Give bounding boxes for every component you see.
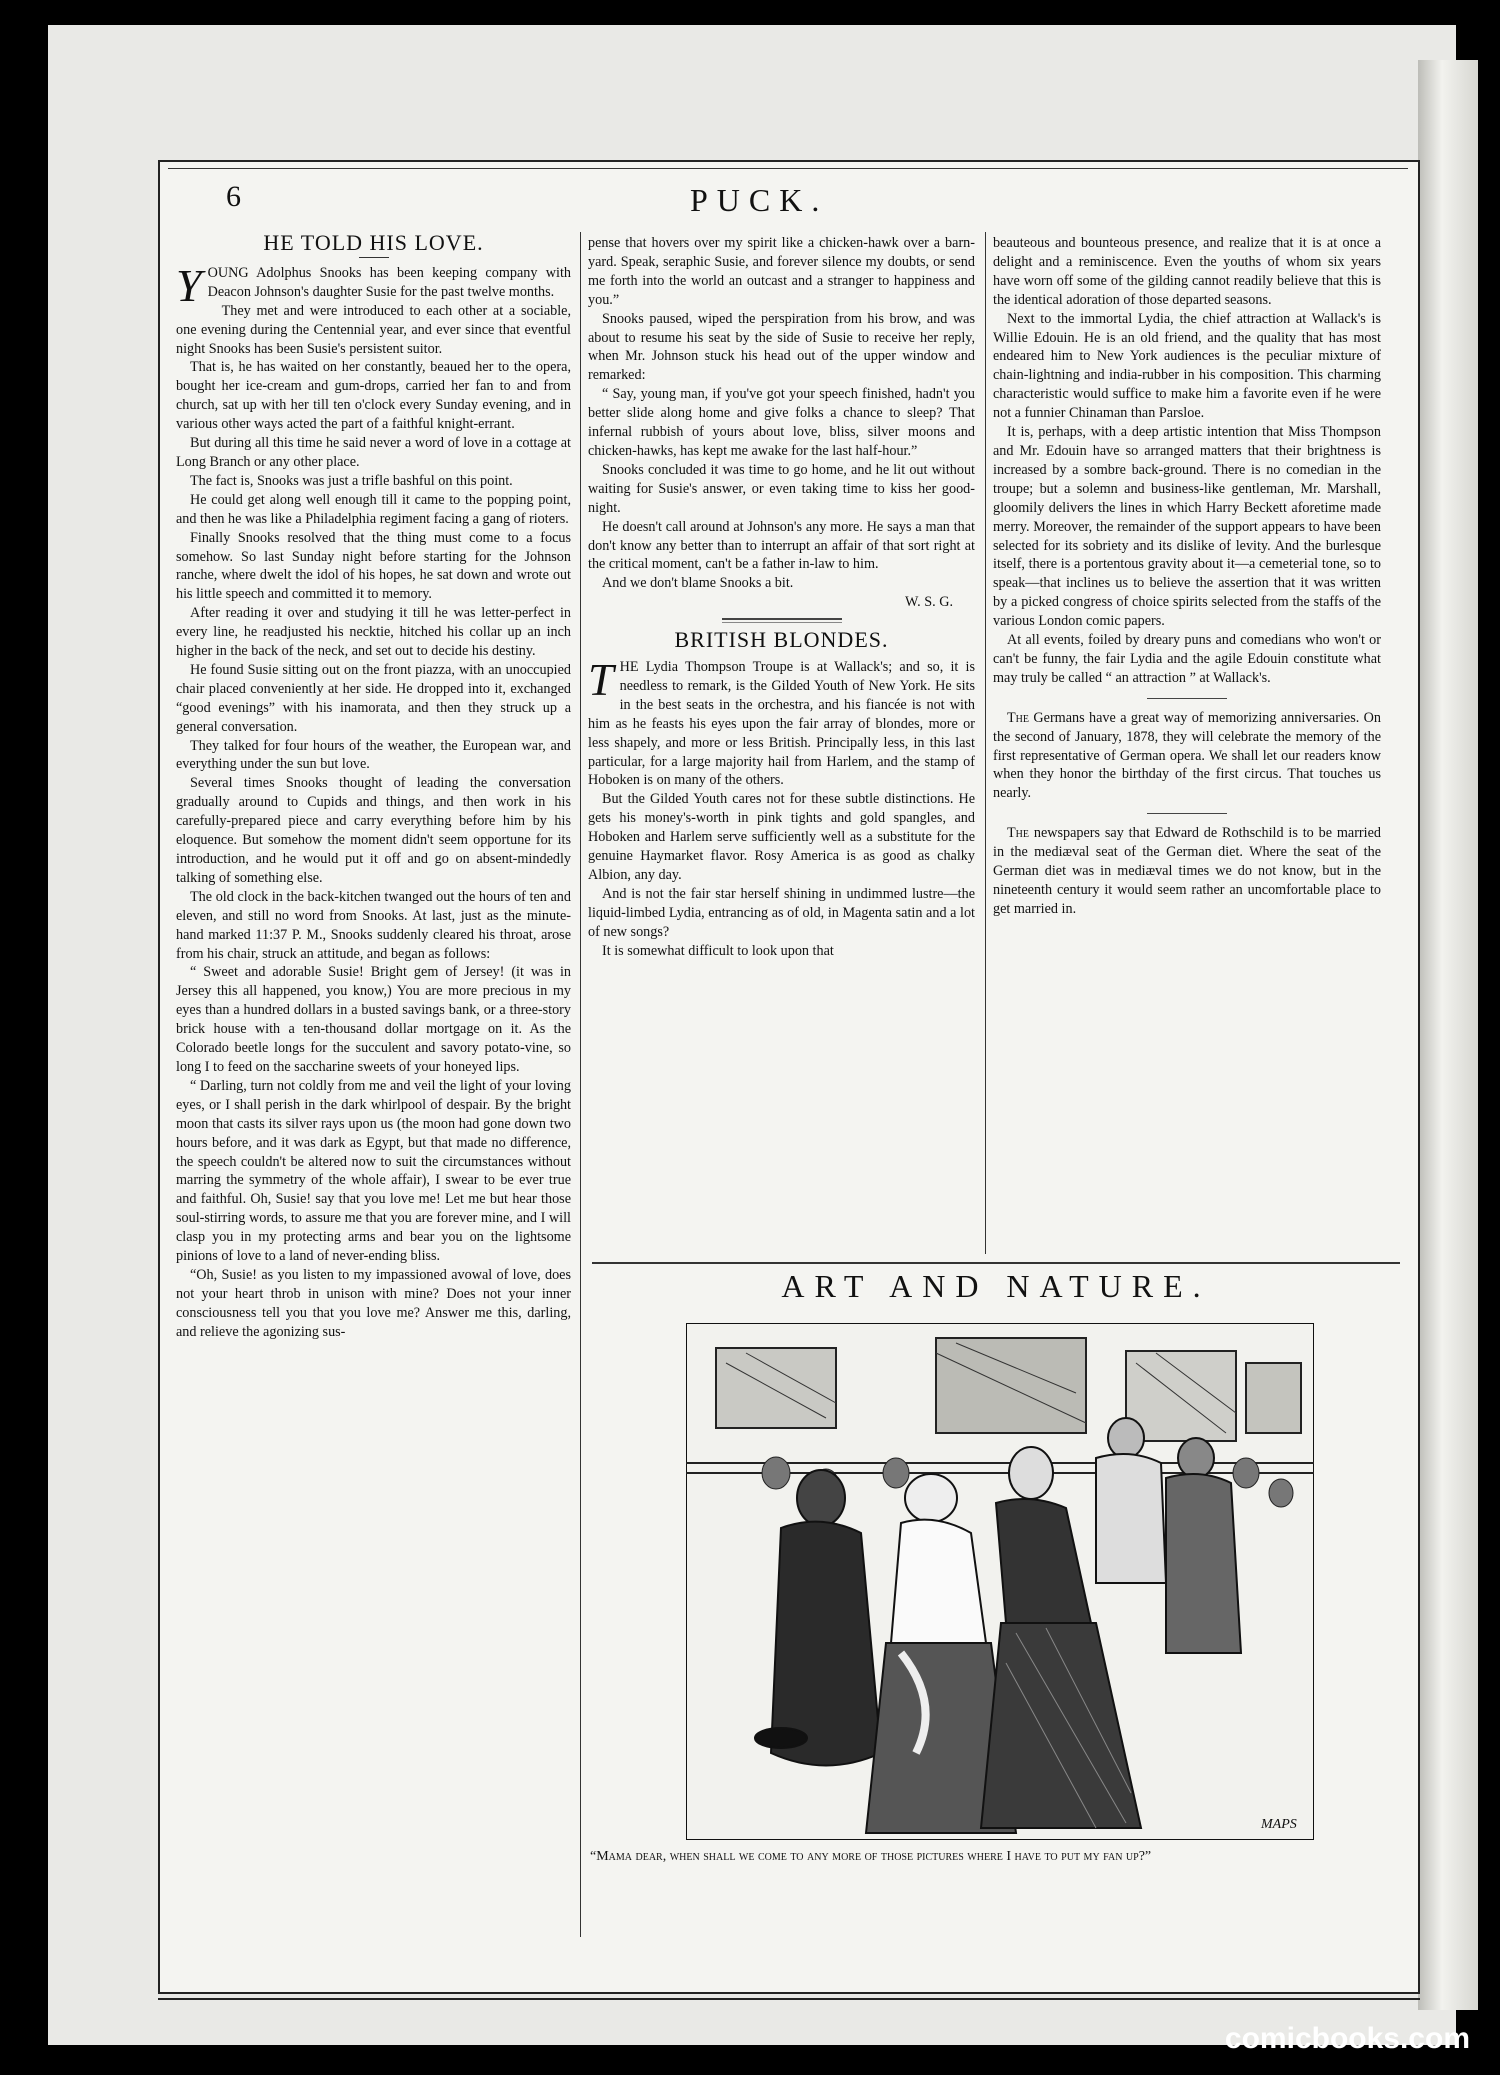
column-1: [176, 230, 571, 1342]
paragraph: They met and were introduced to each other at a sociable, one evening during the Centennial year, and ever since that eventful night Snooks has been Susie's persistent suitor.: [176, 302, 571, 357]
paragraph: But the Gilded Youth cares not for these subtle distinctions. He gets his money's-worth in pink tights and gold spangles, and Hoboken and Harlem serve sufficiently well as a substitute for the genuine Haymarket flavor. Rosy America is as good as chalky Albion, any day.: [588, 791, 975, 883]
paragraph: pense that hovers over my spirit like a chicken-hawk over a barn-yard. Speak, seraphic Susie, and forever silence my doubts, or send me forth into the world an outcast and a stranger to happiness and you.”: [588, 235, 975, 308]
page-number: 6: [226, 180, 241, 213]
paragraph: beauteous and bounteous presence, and realize that it is at once a delight and a reminiscence. Even the youths of whom six years have worn off some of the gilding cannot readily believe that this is the identical adoration of those departed seasons.: [993, 235, 1381, 308]
paragraph: It is somewhat difficult to look upon that: [602, 942, 834, 959]
column-3: [993, 234, 1381, 919]
paragraph: “ Sweet and adorable Susie! Bright gem of Jersey! (it was in Jersey this all happened, you know,) You are more precious in my eyes than a hundred dollars in a busted savings bank, or a three-story brick house with a ten-thousand dollar mortgage on it. As the Colorado beetle longs for the succulent and savory potato-vine, so long I to feed on the saccharine sweets of your honeyed lips.: [176, 964, 571, 1075]
separator-rule: [1147, 813, 1227, 814]
paragraph: Snooks concluded it was time to go home, and he lit out without waiting for Susie's answer, or even taking time to kiss her good-night.: [588, 461, 975, 516]
paragraph: It is, perhaps, with a deep artistic intention that Miss Thompson and Mr. Edouin have so arranged matters that their brightness is increased by a sombre back-ground. There is no comedian in the troupe; but a solemn and business-like gentleman, Mr. Marshall, gloomily delivers the lines in which Harry Beckett aforetime made merry. Moreover, the remainder of the support appears to have been selected for its sobriety and its dislike of levity. And the burlesque itself, there is a portentous gravity about it—a cemeterial tone, so to speak—that inclines us to believe the assertion that it was written by a picked congress of choice spirits selected from the staffs of the various London comic papers.: [993, 424, 1381, 630]
paragraph: But during all this time he said never a word of love in a cottage at Long Branch or any other place.: [176, 435, 571, 470]
paragraph: Next to the immortal Lydia, the chief attraction at Wallack's is Willie Edouin. He is an old friend, and the quality that has most endeared him to New York audiences is the peculiar mixture of chain-lightning and india-rubber in his composition. This charming characteristic would suffice to make him a favorite even if he were not a funnier Chinaman than Parsloe.: [993, 310, 1381, 422]
paragraph: He doesn't call around at Johnson's any more. He says a man that don't know any better than to interrupt an affair of that sort right at the critical moment, can't be a father in-law to him.: [588, 518, 975, 573]
cartoon-illustration: [686, 1323, 1314, 1840]
cartoon-title: ART AND NATURE.: [781, 1268, 1211, 1304]
paragraph: “Oh, Susie! as you listen to my impassioned avowal of love, does not your heart throb in unison with mine? Does not your inner consciousness tell you that you love me? Answer me this, darling, and relieve the agonizing sus-: [176, 1266, 571, 1340]
artist-signature: MAPS: [1261, 1817, 1297, 1832]
bottom-rule: [158, 1998, 1420, 2000]
paragraph: YOUNG Adolphus Snooks has been keeping company with Deacon Johnson's daughter Susie for the past twelve months.: [176, 259, 571, 311]
paragraph: That is, he has waited on her constantly, beaued her to the opera, bought her ice-cream and gum-drops, carried her fan to and from church, sat up with her till ten o'clock every Sunday evening, and in various other ways acted the part of a faithful knight-errant.: [176, 359, 571, 433]
paragraph: The Germans have a great way of memorizing anniversaries. On the second of January, 1878, they will celebrate the memory of the first representative of German opera. We shall let our readers know when they honor the birthday of the first circus. That touches us nearly.: [993, 709, 1381, 802]
paragraph: Snooks paused, wiped the perspiration from his brow, and was about to resume his seat by the side of Susie to receive her reply, when Mr. Johnson stuck his head out of the upper window and remarked:: [588, 310, 975, 384]
cartoon-caption: “Mama dear, when shall we come to any more of those pictures where I have to put my fan up?”: [590, 1849, 1152, 1864]
title-dash: [359, 257, 389, 258]
paragraph: The fact is, Snooks was just a trifle bashful on this point.: [190, 472, 513, 489]
paragraph: Finally Snooks resolved that the thing must come to a focus somehow. So last Sunday night before starting for the Johnson ranche, where dwelt the idol of his hopes, he sat down and wrote out his little speech and committed it to memory.: [176, 529, 571, 603]
paragraph: “ Say, young man, if you've got your speech finished, hadn't you better slide along home and give folks a chance to sleep? That infernal rubbish of yours about love, bliss, silver moons and chicken-hawks, has kept me awake for the last half-hour.”: [588, 386, 975, 459]
paragraph: And is not the fair star herself shining in undimmed lustre—the liquid-limbed Lydia, entrancing as of old, in Magenta satin and a lot of new songs?: [588, 885, 975, 940]
paragraph: Several times Snooks thought of leading the conversation gradually around to Cupids and things, and then work in his carefully-prepared piece and carry everything before him by his eloquence. But somehow the moment didn't seem opportune for its introduction, and he would put it off and go on absent-mindedly talking of something else.: [176, 775, 571, 886]
section-ornament: [722, 618, 842, 623]
article-title-he-told-his-love: HE TOLD HIS LOVE.: [263, 230, 484, 255]
column-2: [588, 234, 975, 961]
author-signature: W. S. G.: [905, 594, 953, 611]
paragraph: After reading it over and studying it till he was letter-perfect in every line, he readjusted his necktie, hitched his collar up an inch higher in the back of the neck, and set out to decide his destiny.: [176, 605, 571, 660]
paragraph: “ Darling, turn not coldly from me and veil the light of your loving eyes, or I shall perish in the dark whirlpool of despair. By the bright moon that casts its silver rays upon us (the moon had gone down two hours before, and it was dark as Egypt, but that made no difference, the speech couldn't be altered now to suit the circumstances without marring the symmetry of the whole affair), I swear to be ever true and faithful. Oh, Susie! say that you love me! Let me but hear those soul-stirring words, to assure me that you are forever mine, and I will clasp you in my protecting arms and bear you on the lightsome pinions of love to a land of never-ending bliss.: [176, 1077, 571, 1265]
paragraph: THE Lydia Thompson Troupe is at Wallack's; and so, it is needless to remark, is the Gilded Youth of New York. He sits in the best seats in the orchestra, and his fiancée is not with him as he feasts his eyes upon the fair array of blondes, more or less shapely, and more or less British. Principally less, in this last particular, for a large majority hail from Harlem, and the stamp of Hoboken is on many of the others.: [588, 654, 975, 789]
cartoon-separator-rule: [592, 1262, 1400, 1264]
paragraph: The newspapers say that Edward de Rothschild is to be married in the mediæval seat of the German diet. Where the seat of the German diet was in mediæval times we do not know, but in the nineteenth century it would seem rather an uncomfortable place to get married in.: [993, 825, 1381, 917]
watermark: comicbooks.com: [1224, 2022, 1470, 2055]
top-rule: [168, 168, 1408, 169]
paragraph: He could get along well enough till it came to the popping point, and then he was like a Philadelphia regiment facing a gang of rioters.: [176, 491, 571, 527]
paragraph: They talked for four hours of the weather, the European war, and everything under the sun but love.: [176, 737, 571, 773]
paragraph: He found Susie sitting out on the front piazza, with an unoccupied chair placed conveniently at her side. He dropped into it, exchanged “good evenings” with his inamorata, and then they struck up a general conversation.: [176, 661, 571, 735]
drop-cap: Y: [176, 259, 202, 311]
column-rule-1: [580, 232, 581, 1937]
separator-rule: [1147, 698, 1227, 699]
drop-cap: T: [588, 654, 614, 706]
article-title-british-blondes: BRITISH BLONDES.: [674, 627, 889, 653]
paragraph: The old clock in the back-kitchen twanged out the hours of ten and eleven, and still no word from Snooks. At last, just as the minute-hand marked 11:37 P. M., Snooks suddenly cleared his throat, arose from his chair, struck an attitude, and began as follows:: [176, 888, 571, 962]
next-page-edge: [1418, 60, 1478, 2010]
paragraph: At all events, foiled by dreary puns and comedians who won't or can't be funny, the fair Lydia and the agile Edouin constitute what may truly be called “ an attraction ” at Wallack's.: [993, 632, 1381, 686]
masthead: PUCK.: [690, 182, 829, 218]
paragraph: And we don't blame Snooks a bit.: [602, 575, 794, 592]
column-rule-2: [985, 232, 986, 1254]
